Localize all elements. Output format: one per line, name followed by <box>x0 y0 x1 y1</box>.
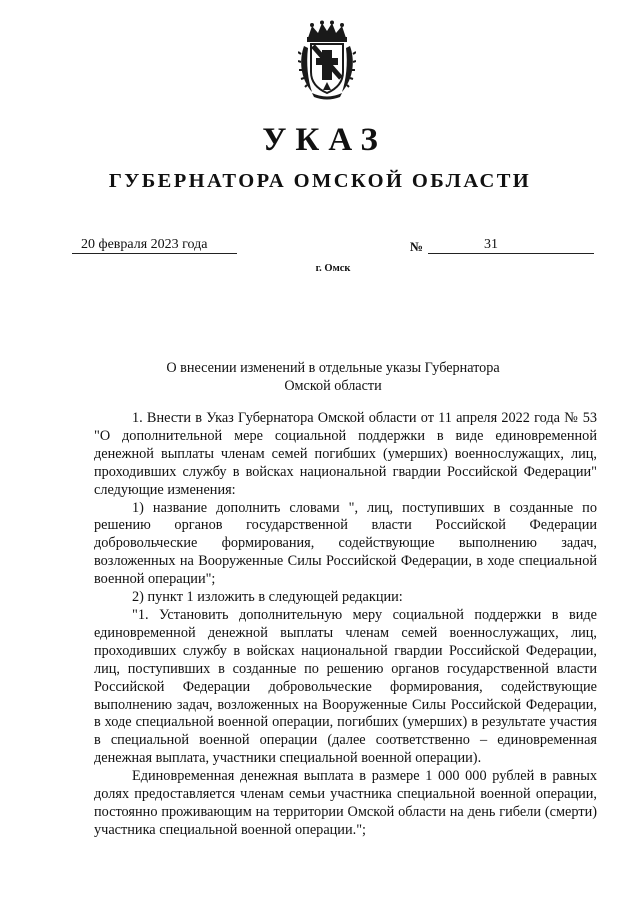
paragraph-4: "1. Установить дополнительную меру социальной поддержки в виде единовременной денежной выплаты членам семей военнослужащих, лиц, проходивших службу в войсках национальной гвардии Российской Федерации, лиц, поступивших в созданные по решению органов государственной власти Российской Федерации добровольческие формирования, содействующие выполнению задач, возложенных на Вооруженные Силы Российской Федерации, в ходе специальной военной операции, погибших (умерших) в результате участия в специальной военной операции (далее соответственно – единовременная денежная выплата, участники специальной военной операции). <box>94 606 597 767</box>
document-subtitle: ГУБЕРНАТОРА ОМСКОЙ ОБЛАСТИ <box>108 170 532 192</box>
document-date: 20 февраля 2023 года <box>72 236 237 254</box>
document-number: 31 <box>428 236 594 254</box>
number-label: № <box>410 239 424 254</box>
paragraph-2: 1) название дополнить словами ", лиц, поступивших в созданные по решению органов государственной власти Российской Федерации добровольческие формирования, содействующие выполнению задач, возложенных на Вооруженные Силы Российской Федерации, в ходе специальной военной операции"; <box>94 499 597 588</box>
paragraph-5: Единовременная денежная выплата в размере 1 000 000 рублей в равных долях предоставляется членам семьи участника специальной военной операции, постоянно проживающим на территории Омской области на день гибели (смерти) участника специальной военной операции."; <box>94 768 597 838</box>
heading-line-2: Омской области <box>284 378 382 394</box>
heading-line-1: О внесении изменений в отдельные указы Губернатора <box>166 360 500 376</box>
document-heading <box>0 359 640 395</box>
document-title: УКАЗ <box>262 122 387 158</box>
document-city: г. Омск <box>315 263 351 274</box>
coat-of-arms-emblem <box>298 20 356 100</box>
document-body <box>94 410 597 840</box>
paragraph-3: 2) пункт 1 изложить в следующей редакции: <box>132 589 403 606</box>
paragraph-1: 1. Внести в Указ Губернатора Омской области от 11 апреля 2022 года № 53 "О дополнительной мере социальной поддержки в виде единовременной денежной выплаты членам семей погибших (умерших) военнослужащих, лиц, проходивших службу в войсках национальной гвардии Российской Федерации" следующие изменения: <box>94 410 597 498</box>
